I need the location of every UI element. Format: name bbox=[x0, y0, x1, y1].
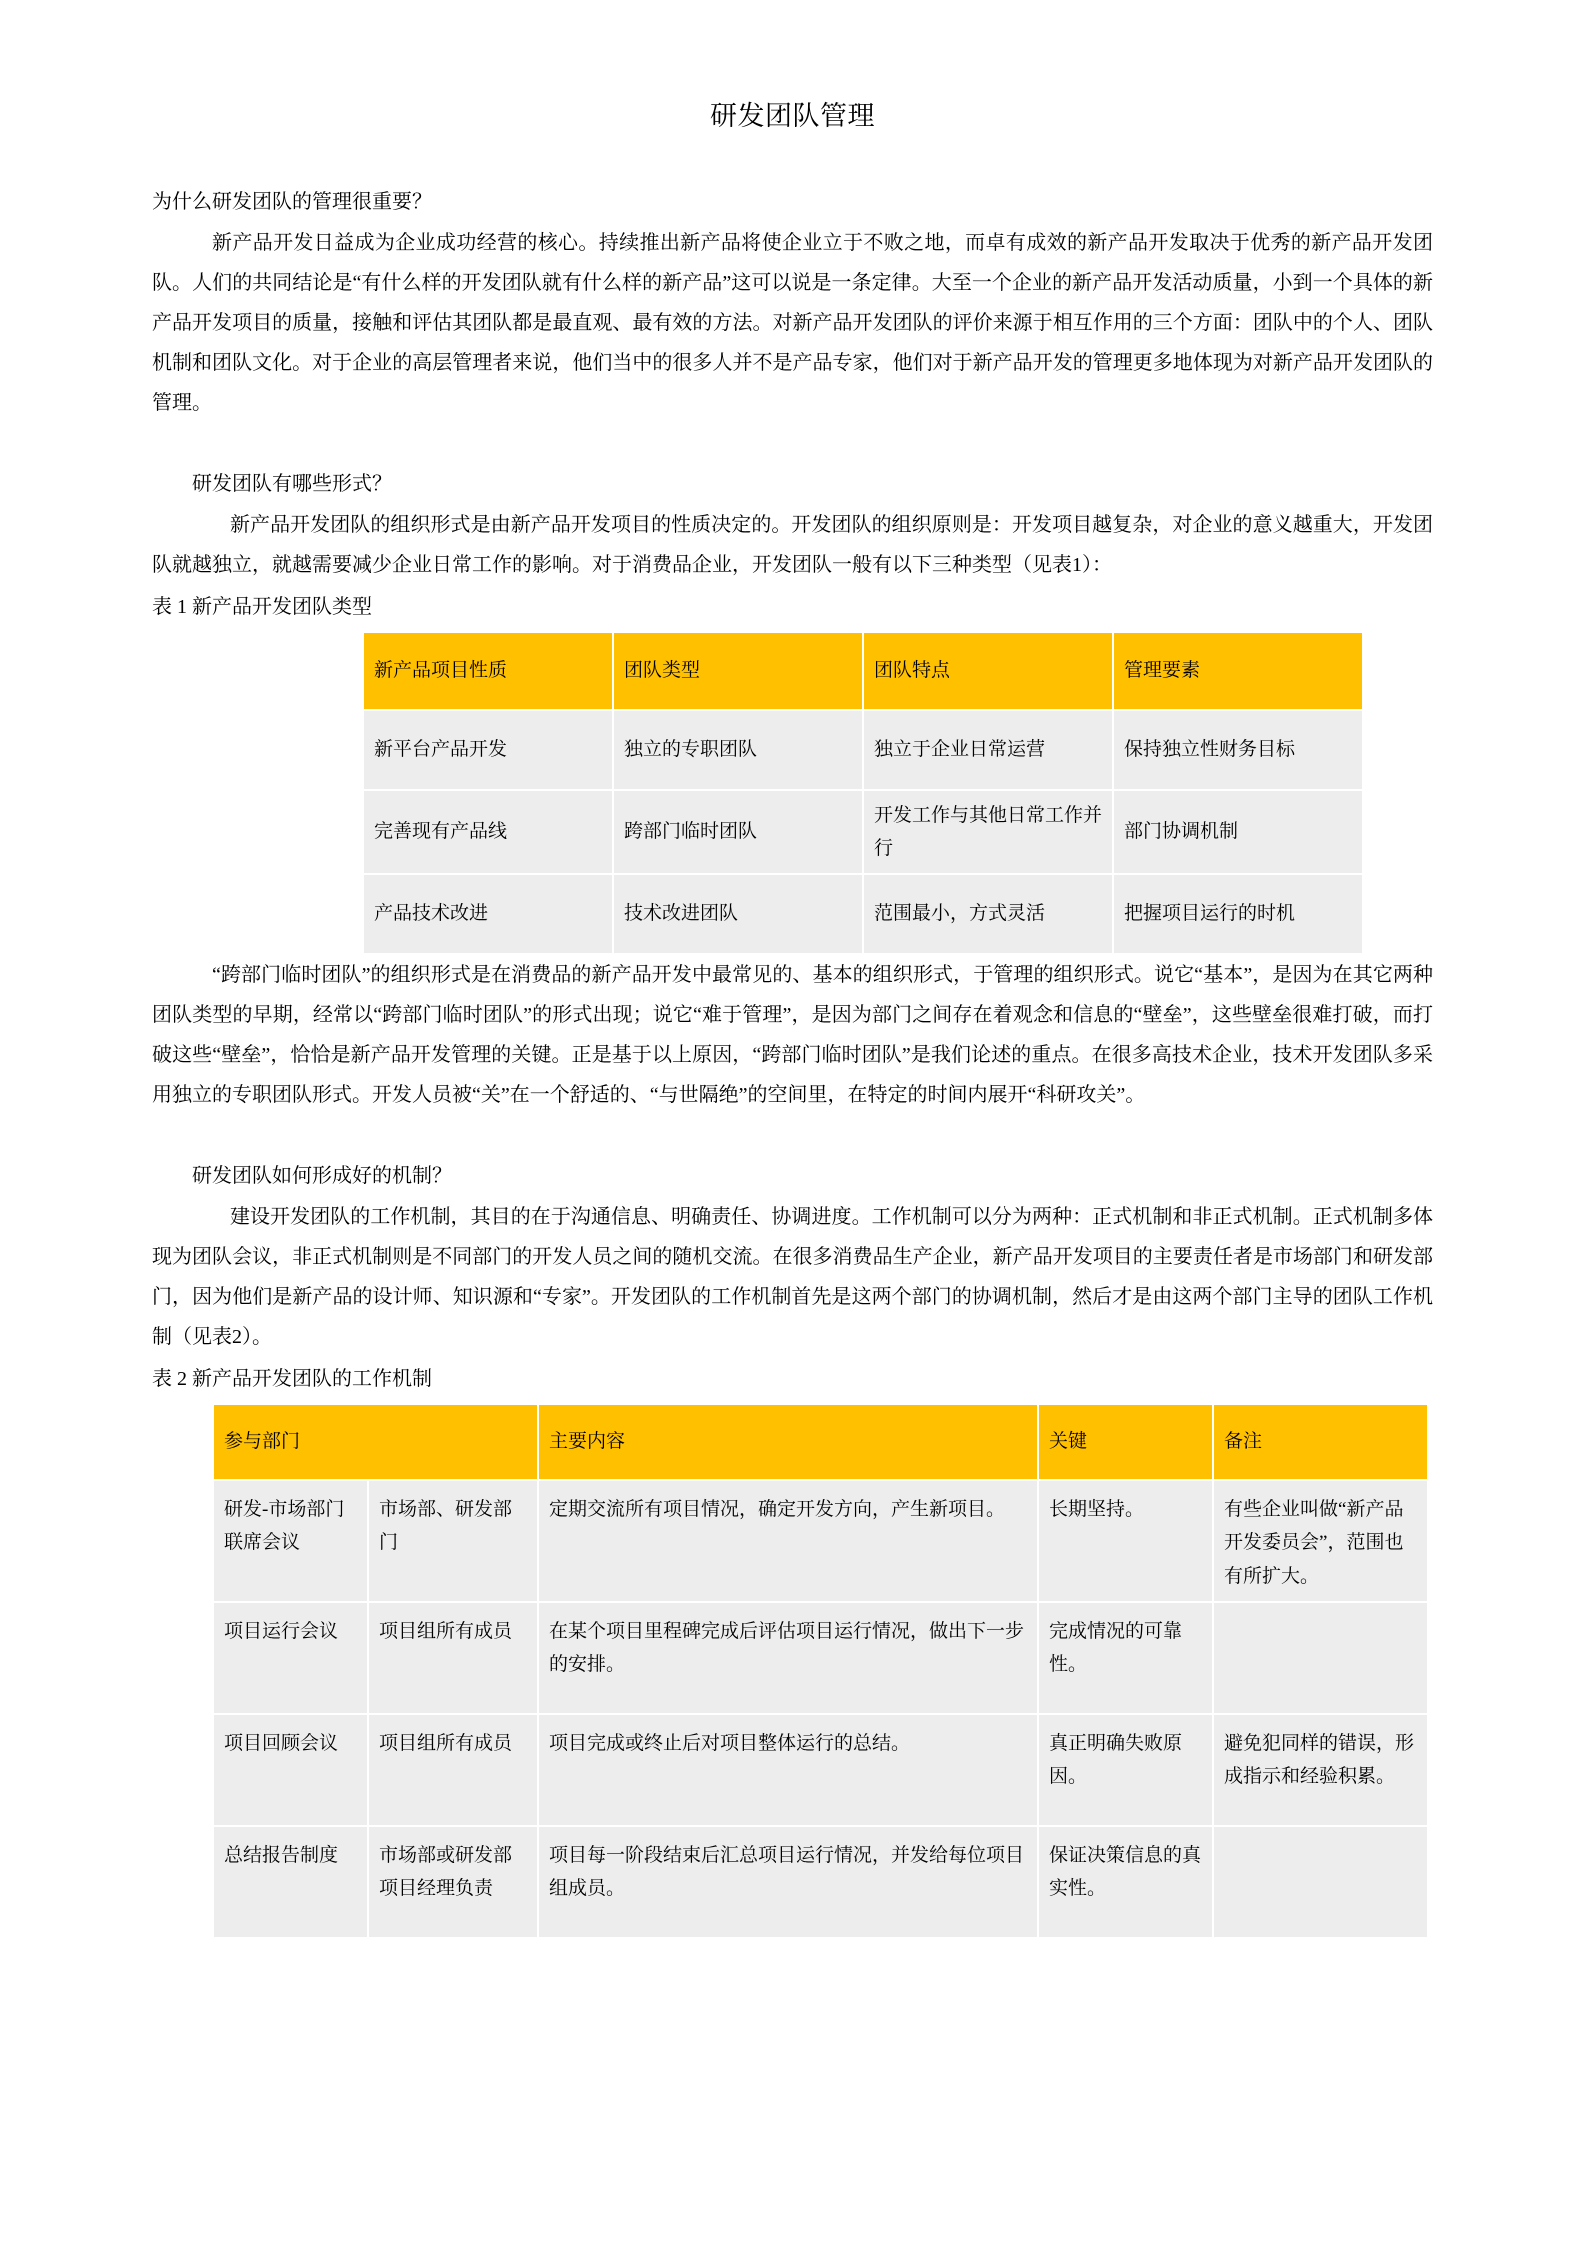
table1 bbox=[362, 631, 1364, 956]
table1-cell: 完善现有产品线 bbox=[363, 790, 613, 875]
table-row bbox=[363, 874, 1363, 954]
table2-cell: 项目每一阶段结束后汇总项目运行情况，并发给每位项目组成员。 bbox=[538, 1826, 1038, 1938]
table2-container bbox=[212, 1403, 1433, 1939]
section-heading-1: 为什么研发团队的管理很重要？ bbox=[152, 190, 432, 213]
table2-cell: 项目运行会议 bbox=[213, 1602, 368, 1714]
table2-cell: 项目组所有成员 bbox=[368, 1714, 538, 1826]
table2-cell: 市场部、研发部门 bbox=[368, 1480, 538, 1602]
table-row bbox=[213, 1714, 1428, 1826]
table2-cell: 完成情况的可靠性。 bbox=[1038, 1602, 1213, 1714]
table1-caption: 表 1 新产品开发团队类型 bbox=[152, 595, 372, 618]
table1-cell: 保持独立性财务目标 bbox=[1113, 710, 1363, 790]
table1-cell: 独立的专职团队 bbox=[613, 710, 863, 790]
table1-container bbox=[362, 631, 1433, 956]
table1-header-row bbox=[363, 632, 1363, 710]
table2-header-row bbox=[213, 1404, 1428, 1480]
table-row bbox=[213, 1826, 1428, 1938]
table-row bbox=[213, 1602, 1428, 1714]
section-heading-3: 研发团队如何形成好的机制？ bbox=[192, 1165, 452, 1187]
table2-cell: 市场部或研发部项目经理负责 bbox=[368, 1826, 538, 1938]
table1-cell: 跨部门临时团队 bbox=[613, 790, 863, 875]
table2-cell: 研发-市场部门联席会议 bbox=[213, 1480, 368, 1602]
table2-header-cell: 主要内容 bbox=[538, 1404, 1038, 1480]
table2-cell: 项目完成或终止后对项目整体运行的总结。 bbox=[538, 1714, 1038, 1826]
table1-header-cell: 团队特点 bbox=[863, 632, 1113, 710]
section-heading-2: 研发团队有哪些形式？ bbox=[192, 472, 392, 495]
table2-cell: 项目回顾会议 bbox=[213, 1714, 368, 1826]
table2-cell: 长期坚持。 bbox=[1038, 1480, 1213, 1602]
table2-cell: 定期交流所有项目情况，确定开发方向，产生新项目。 bbox=[538, 1480, 1038, 1602]
table1-header-cell: 团队类型 bbox=[613, 632, 863, 710]
table2-header-cell: 关键 bbox=[1038, 1404, 1213, 1480]
table1-cell: 范围最小，方式灵活 bbox=[863, 874, 1113, 954]
paragraph-after-table1: “跨部门临时团队”的组织形式是在消费品的新产品开发中最常见的、基本的组织形式，于管理的组织形式。说它“基本”，是因为在其它两种团队类型的早期，经常以“跨部门临时团队”的形式出现；说它“难于管理”，是因为部门之间存在着观念和信息的“壁垒”，这些壁垒很难打破，而打破这些“壁垒”，恰恰是新产品开发管理的关键。正是基于以上原因，“跨部门临时团队”是我们论述的重点。在很多高技术企业，技术开发团队多采用独立的专职团队形式。开发人员被“关”在一个舒适的、“与世隔绝”的空间里，在特定的时间内展开“科研攻关”。 bbox=[152, 964, 1433, 1106]
section-paragraph-1: 新产品开发日益成为企业成功经营的核心。持续推出新产品将使企业立于不败之地，而卓有成效的新产品开发取决于优秀的新产品开发团队。人们的共同结论是“有什么样的开发团队就有什么样的新产品”这可以说是一条定律。大至一个企业的新产品开发活动质量，小到一个具体的新产品开发项目的质量，接触和评估其团队都是最直观、最有效的方法。对新产品开发团队的评价来源于相互作用的三个方面：团队中的个人、团队机制和团队文化。对于企业的高层管理者来说，他们当中的很多人并不是产品专家，他们对于新产品开发的管理更多地体现为对新产品开发团队的管理。 bbox=[152, 231, 1433, 414]
table2-cell: 项目组所有成员 bbox=[368, 1602, 538, 1714]
table-row bbox=[363, 790, 1363, 875]
table1-cell: 独立于企业日常运营 bbox=[863, 710, 1113, 790]
section-paragraph-2: 新产品开发团队的组织形式是由新产品开发项目的性质决定的。开发团队的组织原则是：开发项目越复杂，对企业的意义越重大，开发团队就越独立，就越需要减少企业日常工作的影响。对于消费品企业，开发团队一般有以下三种类型（见表1）： bbox=[152, 513, 1433, 576]
table2-cell bbox=[1213, 1602, 1428, 1714]
table2-cell: 保证决策信息的真实性。 bbox=[1038, 1826, 1213, 1938]
table2-cell: 总结报告制度 bbox=[213, 1826, 368, 1938]
table2-header-cell: 备注 bbox=[1213, 1404, 1428, 1480]
page-title: 研发团队管理 bbox=[710, 101, 875, 131]
table2-cell: 真正明确失败原因。 bbox=[1038, 1714, 1213, 1826]
table1-cell: 开发工作与其他日常工作并行 bbox=[863, 790, 1113, 875]
table2-cell: 有些企业叫做“新产品开发委员会”，范围也有所扩大。 bbox=[1213, 1480, 1428, 1602]
table1-cell: 技术改进团队 bbox=[613, 874, 863, 954]
table1-cell: 部门协调机制 bbox=[1113, 790, 1363, 875]
table2-cell bbox=[1213, 1826, 1428, 1938]
table1-cell: 产品技术改进 bbox=[363, 874, 613, 954]
table-row bbox=[213, 1480, 1428, 1602]
table1-cell: 把握项目运行的时机 bbox=[1113, 874, 1363, 954]
table1-header-cell: 新产品项目性质 bbox=[363, 632, 613, 710]
table2-caption: 表 2 新产品开发团队的工作机制 bbox=[152, 1368, 432, 1390]
section-paragraph-3: 建设开发团队的工作机制，其目的在于沟通信息、明确责任、协调进度。工作机制可以分为两种：正式机制和非正式机制。正式机制多体现为团队会议，非正式机制则是不同部门的开发人员之间的随机交流。在很多消费品生产企业，新产品开发项目的主要责任者是市场部门和研发部门，因为他们是新产品的设计师、知识源和“专家”。开发团队的工作机制首先是这两个部门的协调机制，然后才是由这两个部门主导的团队工作机制（见表2）。 bbox=[152, 1206, 1433, 1348]
table1-cell: 新平台产品开发 bbox=[363, 710, 613, 790]
table2 bbox=[212, 1403, 1429, 1939]
table-row bbox=[363, 710, 1363, 790]
table2-cell: 在某个项目里程碑完成后评估项目运行情况，做出下一步的安排。 bbox=[538, 1602, 1038, 1714]
table1-header-cell: 管理要素 bbox=[1113, 632, 1363, 710]
table2-cell: 避免犯同样的错误，形成指示和经验积累。 bbox=[1213, 1714, 1428, 1826]
table2-header-cell: 参与部门 bbox=[213, 1404, 538, 1480]
